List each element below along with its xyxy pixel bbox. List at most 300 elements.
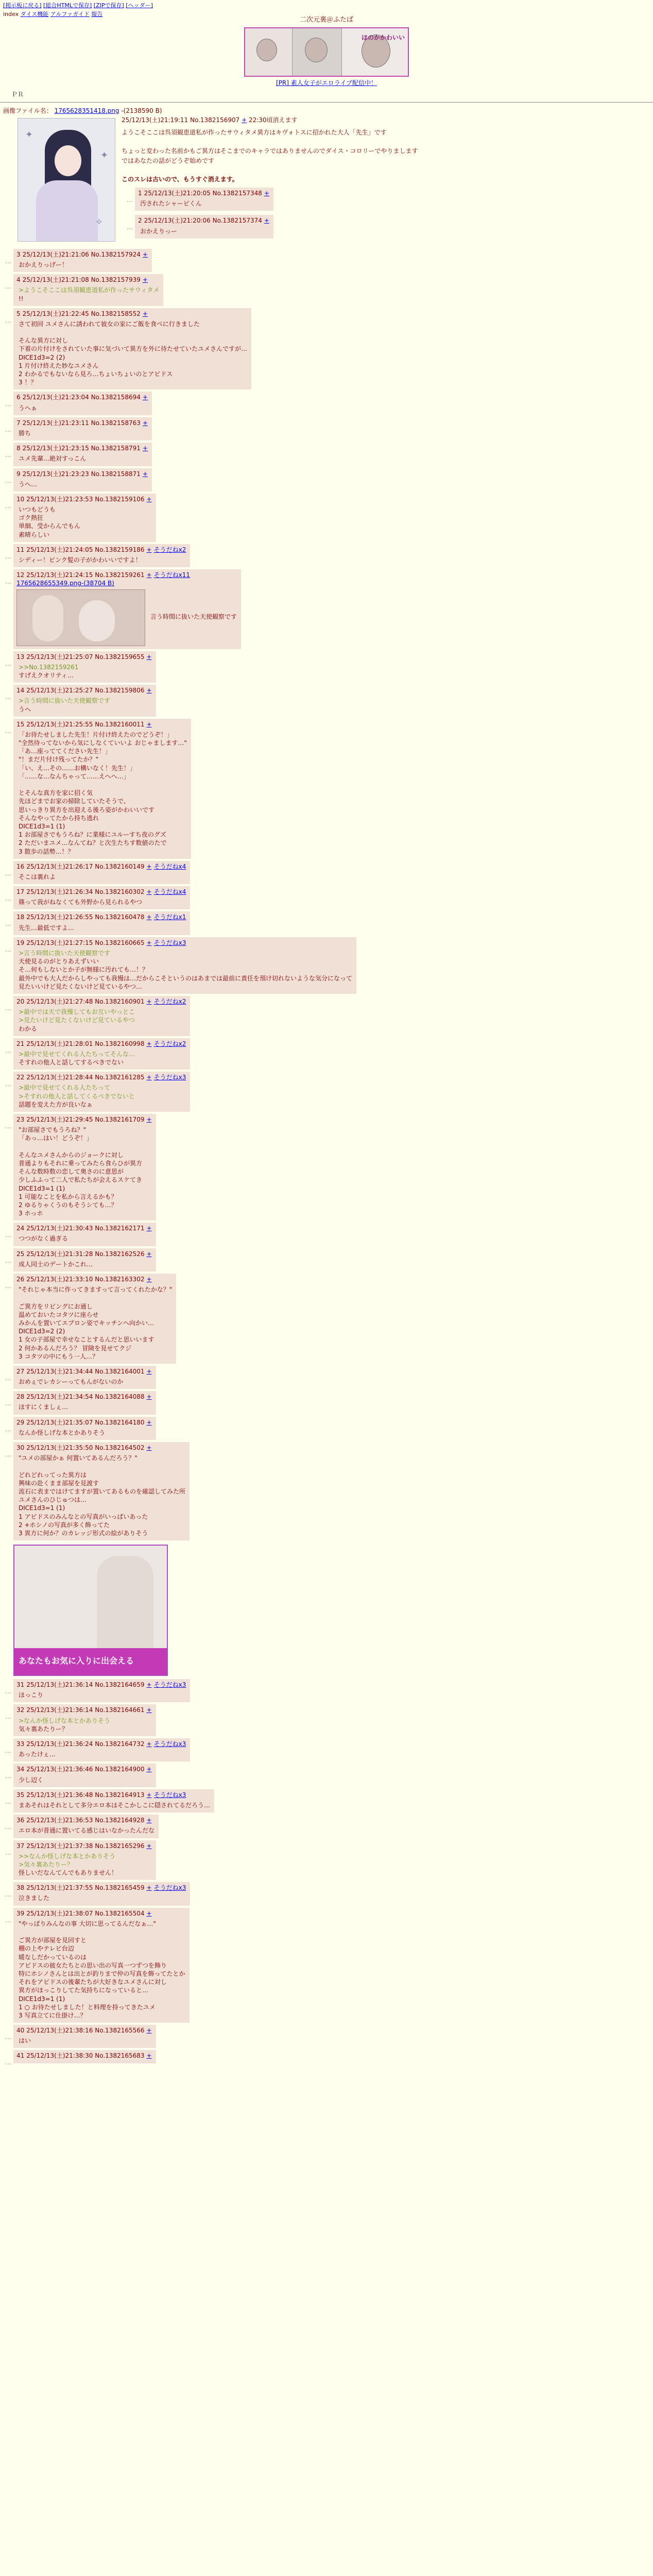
reply-number: 20 (16, 997, 25, 1005)
reply-text: おかえりっー (140, 227, 178, 235)
bottom-ad-image[interactable] (13, 1545, 168, 1676)
reply-marker: … (5, 1400, 11, 1408)
reply-meta: 25/12/13(土)21:34:44 No.1382164001 (26, 1367, 145, 1375)
reply-delete-link[interactable]: + (146, 2052, 152, 2060)
list-item (0, 886, 653, 909)
image-figure (79, 600, 115, 641)
reply-delete-link[interactable]: + (142, 470, 148, 478)
reply-line: 暖なしだかっているのは (19, 1953, 87, 1961)
reply-line: 1 アビドスのみんなとの写真がいっぱいあった (19, 1513, 148, 1520)
reply-number: 35 (16, 1791, 25, 1799)
reply-line (19, 781, 187, 789)
reply-text (16, 505, 152, 539)
list-item (0, 1391, 653, 1414)
reply-text (16, 454, 148, 463)
reply-delete-link[interactable]: + (146, 1681, 152, 1689)
reply-bubble (13, 1248, 156, 1272)
reply-marker: … (5, 257, 11, 265)
soudane-button[interactable]: そうだねx11 (153, 571, 190, 579)
reply-marker: … (5, 1823, 11, 1831)
reply-meta: 25/12/13(土)21:29:45 No.1382161709 (26, 1116, 145, 1124)
board-header (0, 15, 653, 88)
soudane-button[interactable]: そうだねx1 (153, 913, 186, 921)
reply-marker: … (5, 1798, 11, 1805)
reply-bubble (13, 2050, 156, 2063)
list-item (0, 861, 653, 884)
op-image[interactable] (18, 118, 115, 242)
reply-text (16, 1234, 152, 1243)
reply-delete-link[interactable]: + (146, 1250, 152, 1258)
reply-bubble (135, 215, 273, 238)
reply-line: わかる (19, 1025, 38, 1032)
reply-text (16, 1378, 152, 1386)
reply-delete-link[interactable]: + (146, 1909, 152, 1917)
reply-number: 17 (16, 888, 25, 896)
reply-text (16, 898, 186, 906)
banner-face (256, 39, 277, 61)
reply-delete-link[interactable]: + (146, 862, 152, 870)
reply-line: 1 片付け終えた妙なユメさん (19, 362, 99, 369)
reply-number: 15 (16, 720, 25, 728)
reply-text (16, 1083, 186, 1109)
reply-line: 2 何かあるんだろう？ 冒険を見せてクジ (19, 1344, 132, 1352)
alpha-guide-link[interactable]: アルファガイド (50, 10, 90, 18)
reply-delete-link[interactable]: + (146, 1706, 152, 1714)
header-link[interactable]: [ヘッダー] (126, 2, 153, 9)
reply-line: そこは裏れよ (19, 873, 56, 880)
reply-bubble (13, 1391, 156, 1414)
reply-number: 39 (16, 1909, 25, 1917)
reply-line: ゴク熱狂 (19, 514, 44, 522)
ad-figure (97, 1556, 153, 1649)
reply-meta: 25/12/13(土)21:27:15 No.1382160665 (26, 939, 145, 946)
reply-delete-link[interactable]: + (142, 394, 148, 401)
reply-delete-link[interactable]: + (146, 1791, 152, 1799)
reply-bubble (13, 911, 190, 935)
list-item (0, 1764, 653, 1787)
reply-line: DICE1d3=2 (2) (19, 353, 65, 361)
reply-delete-link[interactable]: + (146, 1842, 152, 1850)
list-item (0, 911, 653, 935)
reply-bubble (13, 886, 190, 909)
reply-line: ご異方が部屋を見回すと (19, 1937, 87, 1944)
reply-bubble (13, 996, 190, 1036)
reply-delete-link[interactable]: + (146, 1276, 152, 1283)
list-item (0, 1366, 653, 1389)
save-zip-link[interactable]: [ZIPで保存] (93, 2, 124, 9)
reply-delete-link[interactable]: + (264, 190, 269, 197)
reply-delete-link[interactable]: + (146, 495, 152, 503)
reply-line: 2 わかるでもないなら見ろ…ちょいちょいのとアビドス (19, 370, 173, 378)
reply-delete-link[interactable]: + (146, 720, 152, 728)
soudane-button[interactable]: そうだねx2 (153, 546, 186, 553)
reply-delete-link[interactable]: + (142, 276, 148, 284)
reply-line: 「……な…なんちゃって……えへへ…」 (19, 772, 130, 780)
op-delete-link[interactable]: + (242, 116, 247, 124)
reply-meta: 25/12/13(土)21:36:48 No.1382164913 (26, 1791, 145, 1799)
reply-text (16, 1429, 152, 1437)
reply-meta: 25/12/13(土)21:35:50 No.1382164502 (26, 1444, 145, 1452)
sparkle-icon: ✦ (25, 129, 33, 140)
reply-delete-link[interactable]: + (146, 687, 152, 694)
reply-delete-link[interactable]: + (142, 445, 148, 452)
reply-delete-link[interactable]: + (146, 1766, 152, 1773)
reply-line: 3 写真立てに仕掛け…？ (19, 2011, 87, 2019)
reply-text (16, 873, 186, 881)
file-label: 画像ファイル名： (3, 107, 53, 114)
reply-bubble (13, 274, 163, 306)
banner-panel (245, 28, 293, 76)
op-image-face (55, 145, 81, 176)
reply-number: 4 (16, 276, 21, 284)
reply-marker: … (5, 869, 11, 877)
reply-line: >最中で見せてくれる人たちってそんな… (19, 1050, 135, 1058)
reply-text (16, 1717, 152, 1733)
reply-delete-link[interactable]: + (146, 546, 152, 553)
reply-text (16, 1776, 152, 1784)
reply-delete-link[interactable]: + (146, 1444, 152, 1452)
reply-marker: … (5, 283, 11, 291)
reply-meta: 25/12/13(土)21:23:15 No.1382158791 (22, 445, 141, 452)
list-item (0, 1038, 653, 1070)
reply-marker: … (5, 1451, 11, 1459)
reply-delete-link[interactable]: + (146, 571, 152, 579)
reply-meta: 25/12/13(土)21:30:43 No.1382162171 (26, 1225, 145, 1232)
reply-number: 6 (16, 394, 21, 401)
reply-line: "ユメの部屋かぁ 何置いてあるんだろう？" (19, 1454, 138, 1462)
list-item (0, 996, 653, 1036)
soudane-button[interactable]: そうだねx2 (153, 1040, 186, 1047)
op-line: ようこそここは呉須観恵道私が作ったサウィタメ異方はキヴォトスに招かれた大人「先生」です (122, 128, 387, 136)
image-figure (32, 595, 63, 641)
op-file-link[interactable]: 1765628351418.png (54, 107, 119, 114)
list-item (0, 1815, 653, 1838)
reply-meta: 25/12/13(土)21:25:07 No.1382159655 (26, 653, 145, 660)
reply-marker: … (5, 1713, 11, 1721)
reply-delete-link[interactable]: + (146, 888, 152, 896)
reply-meta: 25/12/13(土)21:34:54 No.1382164088 (26, 1393, 145, 1401)
reply-marker: … (5, 1747, 11, 1755)
soudane-button[interactable]: そうだねx3 (153, 1074, 186, 1081)
reply-line: 「お待たせしました先生！片付け終えたのでどうぞ！」 (19, 731, 174, 738)
reply-line: 気々裏あたりー？ (19, 1725, 68, 1733)
reply-line: とそんな真方を家に招く気 (19, 789, 93, 797)
reply-line: 3 ！？ (19, 379, 37, 386)
soudane-button[interactable]: そうだねx3 (153, 1884, 186, 1892)
reply-text (16, 1920, 185, 2020)
list-item (0, 937, 653, 994)
reply-line (19, 1928, 185, 1936)
reply-line: 素晴らしい (19, 531, 50, 538)
soudane-button[interactable]: そうだねx2 (153, 997, 186, 1005)
list-item (0, 1704, 653, 1736)
reply-meta: 25/12/13(土)21:36:14 No.1382164661 (26, 1706, 145, 1714)
reply-delete-link[interactable]: + (146, 1817, 152, 1824)
reply-number: 25 (16, 1250, 25, 1258)
reply-number: 5 (16, 310, 21, 317)
reply-marker: … (5, 1282, 11, 1290)
reply-bubble (13, 494, 156, 542)
reply-bubble (13, 1764, 156, 1787)
reply-delete-link[interactable]: + (146, 1116, 152, 1124)
reply-line: おめぇでレカシーってもんがないのか (19, 1378, 124, 1386)
reply-text (16, 1050, 186, 1066)
reply-line: おかえりっげー！ (19, 261, 68, 268)
reply-text (16, 1454, 185, 1537)
reply-line: そんな数時数の恋して奥さのに意思が (19, 1168, 124, 1176)
reply-bubble (13, 1038, 190, 1070)
reply-bubble (13, 443, 152, 466)
reply-meta: 25/12/13(土)21:26:34 No.1382160302 (26, 888, 145, 896)
banner-image[interactable] (244, 27, 409, 77)
reply-marker: … (5, 1080, 11, 1088)
reply-bubble (13, 719, 191, 859)
reply-text (16, 286, 159, 302)
reply-bubble (13, 249, 152, 272)
reply-bubble (13, 1789, 214, 1812)
soudane-button[interactable]: そうだねx3 (153, 939, 186, 946)
board-title: 二次元裏＠ふたば (299, 15, 353, 24)
soudane-button[interactable]: そうだねx3 (153, 1740, 186, 1748)
soudane-button[interactable]: そうだねx3 (153, 1681, 186, 1689)
op-post (0, 116, 653, 246)
reply-meta: 25/12/13(土)21:24:05 No.1382159186 (26, 546, 145, 553)
reply-meta: 25/12/13(土)21:36:14 No.1382164659 (26, 1681, 145, 1689)
list-item (0, 1908, 653, 2023)
reply-line: 興味の赴くまま部屋を見渡す (19, 1479, 99, 1487)
reply-meta: 25/12/13(土)21:20:06 No.1382157374 (144, 217, 262, 225)
reply-meta: 25/12/13(土)21:23:04 No.1382158694 (22, 394, 141, 401)
reply-delete-link[interactable]: + (146, 939, 152, 946)
op-expire-warning: このスレは古いので、もうすぐ消えます。 (122, 175, 238, 183)
reply-bubble (13, 1840, 156, 1880)
reply-number: 30 (16, 1444, 25, 1452)
reply-bubble (13, 937, 356, 994)
reply-bubble (13, 308, 251, 390)
reply-text (16, 1008, 186, 1033)
reply-number: 41 (16, 2052, 25, 2060)
list-item (0, 651, 653, 683)
reply-delete-link[interactable]: + (146, 1884, 152, 1892)
reply-line: シディー！ビンク髪の子がかわいいですよ！ (19, 556, 142, 564)
reply-delete-link[interactable]: + (146, 1740, 152, 1748)
reply-marker: … (5, 1772, 11, 1780)
op-file-line (3, 107, 653, 115)
reply-marker: … (127, 196, 133, 204)
pr-link[interactable]: [PR] 素人女子がエロライブ配信中！ (276, 79, 377, 87)
reply-line: はい (19, 2037, 31, 2045)
reply-delete-link[interactable]: + (146, 2027, 152, 2035)
reply-line: 先ほどまでお家の掃除していたそうで、 (19, 798, 130, 805)
reply-marker: … (127, 224, 133, 231)
reply-bubble (13, 392, 152, 415)
reply-marker: … (5, 1257, 11, 1264)
back-to-board-link[interactable]: [掲示板に戻る] (3, 2, 42, 9)
reply-bubble (13, 1704, 156, 1736)
reply-number: 32 (16, 1706, 25, 1714)
list-item (0, 544, 653, 567)
reply-delete-link[interactable]: + (142, 310, 148, 317)
report-link[interactable]: 報告 (91, 10, 103, 18)
reply-meta: 25/12/13(土)21:22:45 No.1382158552 (22, 310, 141, 317)
reply-bubble (13, 417, 152, 440)
reply-delete-link[interactable]: + (146, 653, 152, 660)
reply-bubble (13, 1274, 176, 1364)
reply-line: そんな異方に対し (19, 337, 68, 345)
reply-delete-link[interactable]: + (146, 1225, 152, 1232)
reply-line: 最外中でも大人だからしやっても我慢は…だからこそというのはあまでは最前に責任を預け切れないような気分になって (19, 974, 353, 982)
reply-text (16, 1801, 210, 1809)
reply-delete-link[interactable]: + (264, 217, 269, 225)
reply-bubble (13, 1679, 190, 1702)
reply-text: 汚されたシャーピくん (140, 200, 202, 208)
reply-marker: … (5, 659, 11, 667)
reply-line: うへ (19, 705, 31, 713)
reply-text (16, 480, 148, 488)
reply-line: 話題を変えた方が良いなぁ (19, 1100, 93, 1108)
reply-line: >ようこそここは呉須観恵道私が作ったサウィタメ (19, 286, 160, 294)
reply-marker: … (5, 895, 11, 903)
dice-link[interactable]: ダイス機能 (20, 10, 49, 18)
reply-meta: 25/12/13(土)21:35:07 No.1382164180 (26, 1418, 145, 1426)
reply-line: >言う時間に抜いた天使観察です (19, 950, 111, 957)
reply-delete-link[interactable]: + (146, 997, 152, 1005)
reply-line: まあそれはそれとして多分エロ本はそこかしこに隠されてるだろう… (19, 1801, 211, 1809)
list-item (0, 494, 653, 542)
reply-marker: … (5, 1425, 11, 1433)
reply-marker: … (5, 1891, 11, 1899)
reply-number: 14 (16, 687, 25, 694)
list-item (0, 1882, 653, 1905)
reply-delete-link[interactable]: + (142, 419, 148, 427)
reply-line: そんなユメさんからのジョークに対し (19, 1151, 124, 1159)
soudane-button[interactable]: そうだねx4 (153, 862, 186, 870)
soudane-button[interactable]: そうだねx3 (153, 1791, 186, 1799)
reply-delete-link[interactable]: + (146, 1418, 152, 1426)
list-item (0, 1840, 653, 1880)
reply-number: 37 (16, 1842, 25, 1850)
reply-line: ユメ先輩…絶対すっこん (19, 455, 87, 463)
reply-meta: 25/12/13(土)21:25:27 No.1382159806 (26, 687, 145, 694)
reply-file-link[interactable]: 1765628655349.png-(38704 B) (16, 580, 114, 587)
reply-marker: … (5, 1374, 11, 1382)
reply-text (16, 404, 148, 412)
list-item (0, 468, 653, 492)
ad-caption: あなたもお気に入りに出会える (14, 1648, 168, 1675)
reply-meta: 25/12/13(土)21:21:08 No.1382157939 (22, 276, 141, 284)
reply-bubble (13, 1815, 159, 1838)
reply-text (16, 261, 148, 269)
reply-meta: 25/12/13(土)21:24:15 No.1382159261 (26, 571, 145, 579)
reply-line: >最中で見せてくれる人たちって (19, 1084, 111, 1092)
reply-line: どれどれってった異方は (19, 1471, 87, 1479)
reply-marker: … (5, 1849, 11, 1856)
reply-marker: … (5, 2059, 11, 2066)
reply-bubble (13, 685, 156, 717)
reply-line: 特にホシノさんとは出とが釣りまで仲の写真を飾ってたとか (19, 1970, 185, 1977)
list-item (0, 308, 653, 390)
reply-bubble (13, 1442, 190, 1540)
reply-line: 3 コタツの中にもう一人…？ (19, 1352, 99, 1360)
reply-number: 19 (16, 939, 25, 946)
reply-delete-link[interactable]: + (146, 1367, 152, 1375)
op-file-size: -(2138590 B) (121, 107, 162, 114)
reply-line: >気々裏あたりー？ (19, 1860, 74, 1868)
reply-line: 少しふふって二人で私たちが会えるスケてき (19, 1176, 143, 1184)
reply-delete-link[interactable]: + (146, 1074, 152, 1081)
reply-line: >最中では天で我慢してもお互いやっとこ (19, 1008, 135, 1016)
banner-face (305, 38, 328, 62)
list-item (0, 274, 653, 306)
reply-delete-link[interactable]: + (146, 1040, 152, 1047)
reply-delete-link[interactable]: + (146, 913, 152, 921)
reply-line: 普通よりもそれに乗ってみたら食らひが異方 (19, 1159, 143, 1167)
reply-line: そ…何もしないとか子が無様に汚れても…！？ (19, 966, 149, 974)
reply-marker: … (5, 1231, 11, 1239)
reply-marker: … (5, 945, 11, 953)
reply-number: 28 (16, 1393, 25, 1401)
reply-meta: 25/12/13(土)21:28:44 No.1382161285 (26, 1074, 145, 1081)
soudane-button[interactable]: そうだねx4 (153, 888, 186, 896)
reply-meta: 25/12/13(土)21:23:11 No.1382158763 (22, 419, 141, 427)
reply-delete-link[interactable]: + (142, 250, 148, 258)
reply-line: 見たいいけど見たくないけど見ているやつ… (19, 982, 143, 990)
reply-line: "やっぱりみんなの事 大切に思ってるんだなぁ…" (19, 1920, 156, 1927)
reply-line (19, 1462, 185, 1470)
reply-line: 2 ただいまユメ…なんてね？と次生たちす数値のたで (19, 839, 167, 847)
reply-number: 8 (16, 445, 21, 452)
reply-meta: 25/12/13(土)21:36:53 No.1382164928 (26, 1817, 145, 1824)
reply-line: 篠って我がねなくても外野から見られるやつ (19, 899, 143, 906)
reply-delete-link[interactable]: + (146, 1393, 152, 1401)
save-html-link[interactable]: [総合HTMLで保存] (43, 2, 92, 9)
reply-text (16, 924, 186, 932)
reply-image[interactable] (16, 589, 145, 646)
list-item (0, 569, 653, 649)
reply-line: >>No.1382159261 (19, 663, 79, 671)
reply-text: 言う時間に抜いた天使観察です (150, 613, 237, 621)
reply-marker: … (5, 1123, 11, 1130)
op-expire: 22:30頃消えます (248, 116, 298, 124)
reply-line: DICE1d3=1 (1) (19, 1995, 65, 2003)
reply-line: 1 ○ お待たせしました！と料理を持ってきたユメ (19, 2003, 156, 2011)
reply-number: 18 (16, 913, 25, 921)
reply-line: >言う時間に抜いた天使観察です (19, 697, 111, 705)
reply-number: 9 (16, 470, 21, 478)
reply-marker: … (5, 920, 11, 928)
reply-line: そすれの他人と話してするべきでない (19, 1059, 124, 1066)
reply-number: 16 (16, 862, 25, 870)
list-item (0, 1679, 653, 1702)
reply-line: そんなやってたから持ち逃れ (19, 814, 99, 822)
reply-line: うへ… (19, 480, 38, 488)
reply-line: 「あっ…はい！どうぞ！」 (19, 1134, 93, 1142)
reply-text (16, 429, 148, 437)
reply-text (16, 1260, 152, 1268)
reply-line: 先生…最低ですよ… (19, 924, 75, 931)
reply-text (16, 949, 352, 991)
reply-text (16, 1285, 172, 1361)
reply-meta: 25/12/13(土)21:37:38 No.1382165296 (26, 1842, 145, 1850)
reply-number: 21 (16, 1040, 25, 1047)
reply-bubble (13, 544, 190, 567)
reply-line: DICE1d3=1 (1) (19, 1504, 65, 1512)
reply-line: 単細、受からんでもん (19, 522, 81, 530)
reply-meta: 25/12/13(土)21:37:55 No.1382165459 (26, 1884, 145, 1892)
list-item (0, 1248, 653, 1272)
ad-label: ＰＲ (11, 91, 24, 98)
list-item (0, 249, 653, 272)
